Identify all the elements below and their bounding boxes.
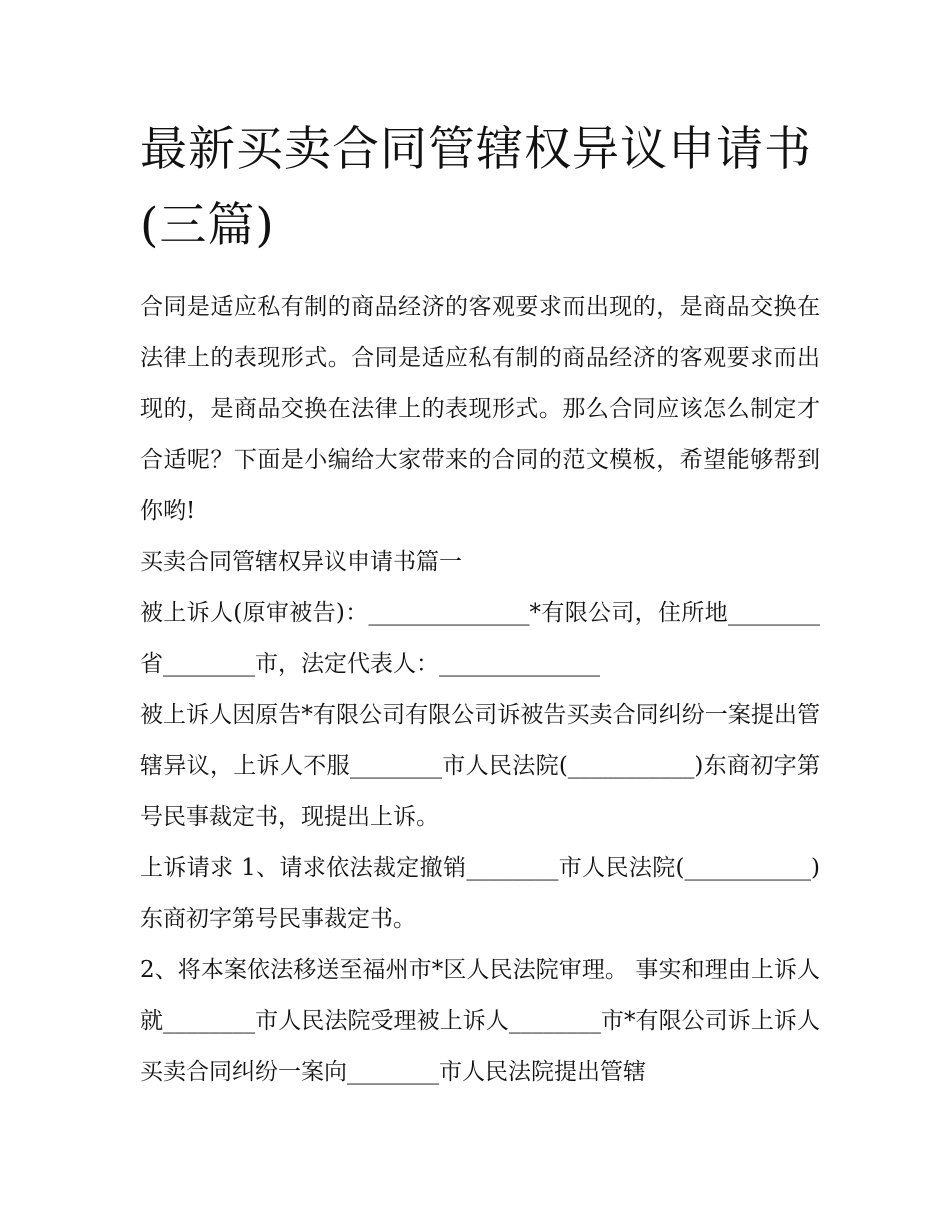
document-title: 最新买卖合同管辖权异议申请书(三篇) <box>140 122 812 253</box>
document-body <box>140 282 820 1098</box>
respondent-paragraph: 被上诉人(原审被告)：______________*有限公司，住所地________省________市，法定代表人：______________ <box>140 600 820 677</box>
facts-paragraph: 2、将本案依法移送至福州市*区人民法院审理。 事实和理由上诉人就________市人民法院受理被上诉人________市*有限公司诉上诉人买卖合同纠纷一案向________市人民法院提出管辖 <box>140 957 820 1085</box>
objection-paragraph: 被上诉人因原告*有限公司有限公司诉被告买卖合同纠纷一案提出管辖异议，上诉人不服________市人民法院(___________)东商初字第号民事裁定书，现提出上诉。 <box>140 702 820 830</box>
section-heading: 买卖合同管辖权异议申请书篇一 <box>140 549 462 575</box>
appeal-request-paragraph: 上诉请求 1、请求依法裁定撤销________市人民法院(___________)东商初字第号民事裁定书。 <box>140 855 820 932</box>
intro-paragraph: 合同是适应私有制的商品经济的客观要求而出现的，是商品交换在法律上的表现形式。合同是适应私有制的商品经济的客观要求而出现的，是商品交换在法律上的表现形式。那么合同应该怎么制定才合适呢？下面是小编给大家带来的合同的范文模板，希望能够帮到你哟! <box>140 294 820 524</box>
